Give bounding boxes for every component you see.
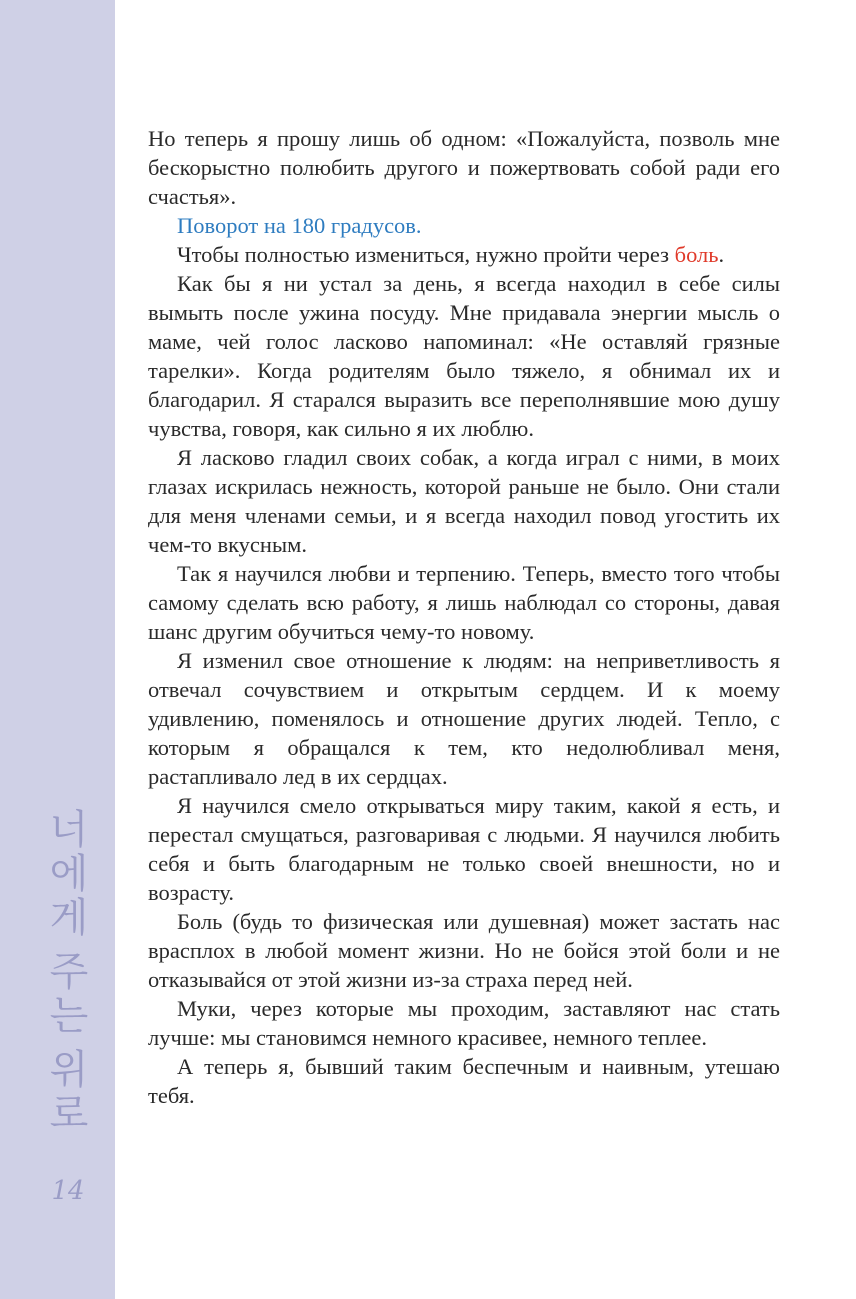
paragraph: Боль (будь то физическая или душевная) может застать нас врасплох в любой момент жизни. Но не бойся этой боли и не отказывайся от этой жизни из-за страха перед ней.	[148, 909, 780, 992]
vertical-book-title	[34, 808, 104, 1136]
title-char: 너	[49, 807, 89, 853]
title-char: 에	[49, 851, 89, 897]
paragraph: Я ласково гладил своих собак, а когда играл с ними, в моих глазах искрилась нежность, которой раньше не было. Они стали для меня членами семьи, и я всегда находил повод угостить их чем-то вкусным.	[148, 445, 780, 557]
title-char: 주	[49, 949, 89, 995]
paragraph: Я изменил свое отношение к людям: на неприветливость я отвечал сочувствием и открытым сердцем. И к моему удивлению, поменялось и отношение других людей. Тепло, с которым я обращался к тем, кто недолюбливал меня, растапливало лед в их сердцах.	[148, 648, 780, 789]
title-char: 로	[49, 1091, 89, 1137]
body-text	[148, 124, 780, 1110]
title-char: 는	[49, 993, 89, 1039]
section-heading: Поворот на 180 градусов.	[177, 213, 422, 238]
paragraph-text: .	[718, 242, 725, 267]
paragraph	[148, 240, 780, 269]
paragraph: Как бы я ни устал за день, я всегда находил в себе силы вымыть после ужина посуду. Мне придавала энергии мысль о маме, чей голос ласково напоминал: «Не оставляй грязные тарелки». Когда родителям было тяжело, я обнимал их и благодарил. Я старался выразить все переполнявшие мою душу чувства, говоря, как сильно я их люблю.	[148, 271, 780, 441]
paragraph: А теперь я, бывший таким беспечным и наивным, утешаю тебя.	[148, 1054, 780, 1108]
highlighted-word: боль	[674, 242, 719, 267]
paragraph: Я научился смело открываться миру таким, какой я есть, и перестал смущаться, разговаривая с людьми. Я научился любить себя и быть благодарным не только своей внешности, но и возрасту.	[148, 793, 780, 905]
paragraph: Муки, через которые мы проходим, заставляют нас стать лучше: мы становимся немного красивее, немного теплее.	[148, 996, 780, 1050]
paragraph: Так я научился любви и терпению. Теперь, вместо того чтобы самому сделать всю работу, я лишь наблюдал со стороны, давая шанс другим обучиться чему-то новому.	[148, 561, 780, 644]
title-char: 게	[49, 895, 89, 941]
paragraph: Но теперь я прошу лишь об одном: «Пожалуйста, позволь мне бескорыстно полюбить другого и пожертвовать собой ради его счастья».	[148, 126, 780, 209]
page-number: 14	[51, 1176, 85, 1206]
paragraph-text: Чтобы полностью измениться, нужно пройти через	[177, 242, 675, 267]
title-char: 위	[49, 1047, 89, 1093]
